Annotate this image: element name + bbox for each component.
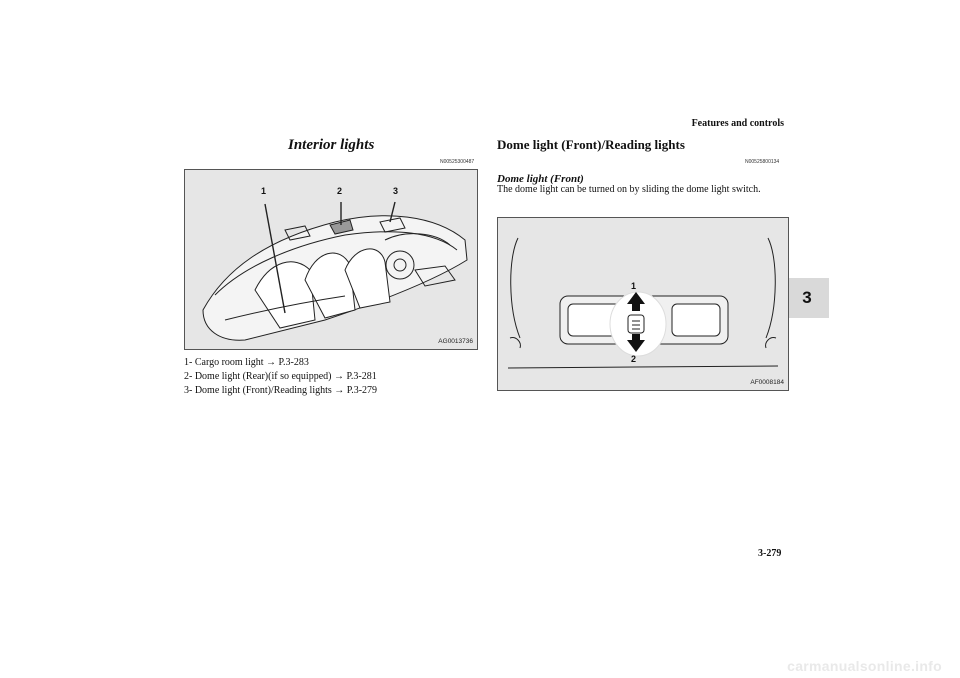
page-number: 3-279 — [758, 548, 782, 559]
callout-1: 1 — [631, 281, 637, 291]
figure-code: AF0008184 — [750, 379, 784, 386]
callout-1: 1 — [261, 186, 267, 196]
legend-item: 1- Cargo room light → P.3-283 — [184, 357, 309, 368]
section-title: Interior lights — [288, 137, 375, 153]
interior-lights-figure — [184, 169, 478, 350]
footer-watermark[interactable]: carmanualsonline.info — [787, 658, 942, 674]
subsection-title: Dome light (Front)/Reading lights — [497, 137, 685, 152]
running-header: Features and controls — [691, 118, 784, 129]
section-code: N00525300487 — [440, 159, 475, 165]
car-interior-illustration — [185, 170, 477, 349]
legend-item: 3- Dome light (Front)/Reading lights → P.3-279 — [184, 385, 378, 396]
body-paragraph: The dome light can be turned on by sliding the dome light switch. — [497, 184, 761, 195]
chapter-tab: 3 — [785, 278, 829, 318]
subsection-code: N00525800134 — [745, 159, 780, 165]
legend-list — [184, 356, 377, 398]
figure-code: AG0013736 — [438, 338, 473, 345]
callout-2: 2 — [631, 354, 637, 364]
callout-3: 3 — [393, 186, 399, 196]
dome-light-illustration — [498, 218, 788, 390]
dome-light-figure — [497, 217, 789, 391]
legend-item: 2- Dome light (Rear)(if so equipped) → P.3-281 — [184, 371, 377, 382]
sub-subsection-title: Dome light (Front) — [497, 173, 584, 185]
callout-2: 2 — [337, 186, 343, 196]
